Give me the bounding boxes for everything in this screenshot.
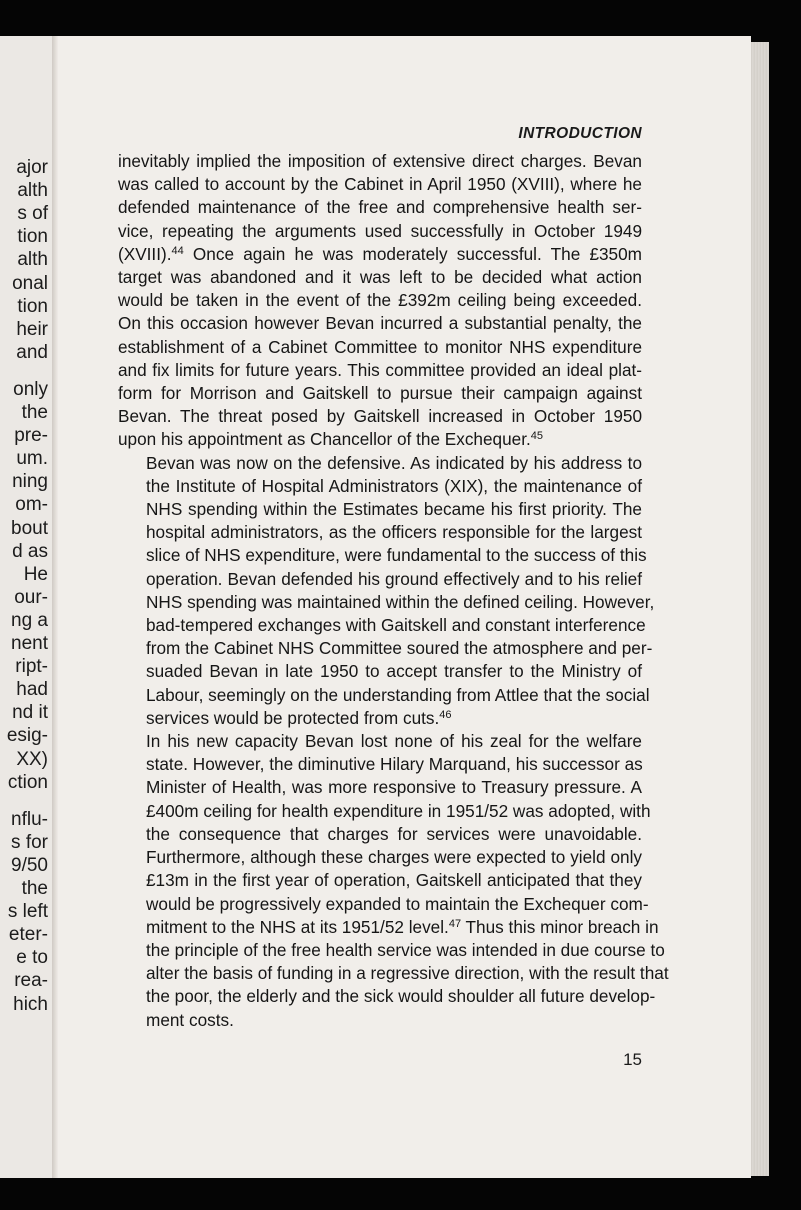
running-head: INTRODUCTION [518, 125, 642, 142]
text-line: from the Cabinet NHS Committee soured the atmosphere and per- [146, 638, 653, 659]
left-page-fragment: the [21, 878, 48, 899]
paragraph [118, 730, 669, 1032]
text-line: In his new capacity Bevan lost none of his zeal for the welfare [146, 731, 642, 752]
text-line: Labour, seemingly on the understanding from Attlee that the social [146, 684, 650, 705]
left-page-fragment: s of [17, 203, 48, 225]
text-line: mitment to the NHS at its 1951/52 level.$^{47}$ Thus this minor breach in [146, 916, 659, 937]
text-line: the consequence that charges for services were unavoidable. [146, 823, 642, 844]
text-line: establishment of a Cabinet Committee to monitor NHS expenditure [118, 336, 642, 357]
left-page-fragment: alth [17, 180, 48, 202]
text-line: £13m in the first year of operation, Gaitskell anticipated that they [146, 870, 642, 891]
text-line: services would be protected from cuts.$^{46}$ [146, 707, 452, 728]
page-edges [751, 42, 769, 1176]
text-line: was called to account by the Cabinet in April 1950 (XVIII), where he [118, 174, 642, 195]
text-line: alter the basis of funding in a regressive direction, with the result that [146, 963, 669, 984]
left-page-fragment: nflu- [11, 808, 48, 830]
text-line: Bevan was now on the defensive. As indicated by his address to [146, 452, 642, 473]
left-page-fragment: only [13, 378, 48, 400]
left-page-fragment: alth [17, 249, 48, 271]
text-line: and fix limits for future years. This committee provided an ideal plat- [118, 359, 642, 380]
left-page-fragment: ajor [16, 157, 48, 178]
text-line: defended maintenance of the free and comprehensive health ser- [118, 197, 642, 218]
left-page-fragment: bout [11, 517, 48, 539]
text-line: On this occasion however Bevan incurred a substantial penalty, the [118, 313, 642, 334]
left-page-fragment: s left [7, 901, 48, 923]
left-page [0, 36, 52, 1178]
left-page-fragment: tion [17, 295, 48, 317]
text-line: Minister of Health, was more responsive to Treasury pressure. A [146, 777, 642, 798]
left-page-fragment: d as [12, 540, 48, 562]
text-line: slice of NHS expenditure, were fundamental to the success of this [146, 545, 647, 566]
left-page-fragment: our- [14, 586, 48, 608]
left-page-fragment: and [16, 341, 48, 363]
left-page-fragment: ction [7, 771, 48, 793]
text-line: £400m ceiling for health expenditure in 1951/52 was adopted, with [146, 800, 651, 821]
left-page-fragment: had [16, 679, 48, 701]
left-page-fragment: e to [16, 947, 48, 969]
left-page-fragment: nd it [12, 702, 48, 724]
text-line: the poor, the elderly and the sick would shoulder all future develop- [146, 986, 656, 1007]
footnote-marker: 46 [439, 708, 452, 721]
left-page-fragment: tion [17, 226, 48, 248]
left-page-fragment: rea- [14, 970, 48, 992]
text-line: the Institute of Hospital Administrators (XIX), the maintenance of [146, 475, 642, 496]
text-line: vice, repeating the arguments used successfully in October 1949 [118, 220, 642, 241]
page-number: 15 [623, 1050, 642, 1069]
left-page-fragment: s for [11, 831, 48, 853]
text-line: the principle of the free health service was intended in due course to [146, 939, 665, 960]
text-line: inevitably implied the imposition of extensive direct charges. Bevan [118, 151, 642, 171]
left-page-fragment: om- [15, 494, 48, 516]
text-line: upon his appointment as Chancellor of the Exchequer.$^{45}$ [118, 429, 544, 450]
footnote-marker: 44 [171, 244, 184, 257]
text-line: target was abandoned and it was left to be decided what action [118, 267, 642, 288]
text-line: Furthermore, although these charges were expected to yield only [146, 847, 642, 868]
left-page-fragment: nent [11, 633, 48, 654]
left-page-fragment: the [21, 402, 48, 423]
left-page-fragment: ning [12, 471, 48, 493]
text-line: state. However, the diminutive Hilary Marquand, his successor as [146, 754, 643, 775]
left-page-fragment: um. [16, 448, 48, 470]
left-page-fragment: ript- [15, 656, 48, 678]
text-line: would be taken in the event of the £392m ceiling being exceeded. [118, 290, 642, 311]
text-line: form for Morrison and Gaitskell to pursue their campaign against [118, 383, 642, 404]
text-line: ment costs. [146, 1009, 234, 1030]
footnote-marker: 47 [448, 917, 462, 930]
text-line: bad-tempered exchanges with Gaitskell and constant interference [146, 615, 646, 636]
left-page-fragment: 9/50 [11, 854, 48, 876]
text-line: would be progressively expanded to maintain the Exchequer com- [146, 893, 649, 914]
text-line: hospital administrators, as the officers responsible for the largest [146, 522, 642, 543]
paragraph [118, 452, 655, 730]
text-line: NHS spending within the Estimates became his first priority. The [146, 499, 642, 520]
text-line: suaded Bevan in late 1950 to accept transfer to the Ministry of [146, 661, 642, 682]
left-page-fragment: onal [12, 272, 48, 294]
left-page-fragment: XX) [16, 748, 48, 770]
left-page-fragment: heir [16, 318, 48, 340]
left-page-fragment: esig- [6, 725, 48, 747]
body-text [118, 150, 669, 1032]
left-page-fragment: pre- [14, 425, 48, 447]
text-line: (XVIII).$^{44}$ Once again he was moderately successful. The £350m [118, 243, 642, 264]
left-page-fragment: hich [13, 993, 48, 1015]
left-page-fragment: eter- [8, 924, 48, 946]
paragraph [118, 150, 642, 452]
left-page-fragment: He [23, 563, 48, 585]
text-line: Bevan. The threat posed by Gaitskell increased in October 1950 [118, 406, 642, 427]
footnote-marker: 45 [530, 430, 544, 443]
text-line: operation. Bevan defended his ground effectively and to his relief [146, 568, 642, 589]
text-line: NHS spending was maintained within the defined ceiling. However, [146, 591, 655, 612]
left-page-fragment: ng a [11, 609, 48, 631]
